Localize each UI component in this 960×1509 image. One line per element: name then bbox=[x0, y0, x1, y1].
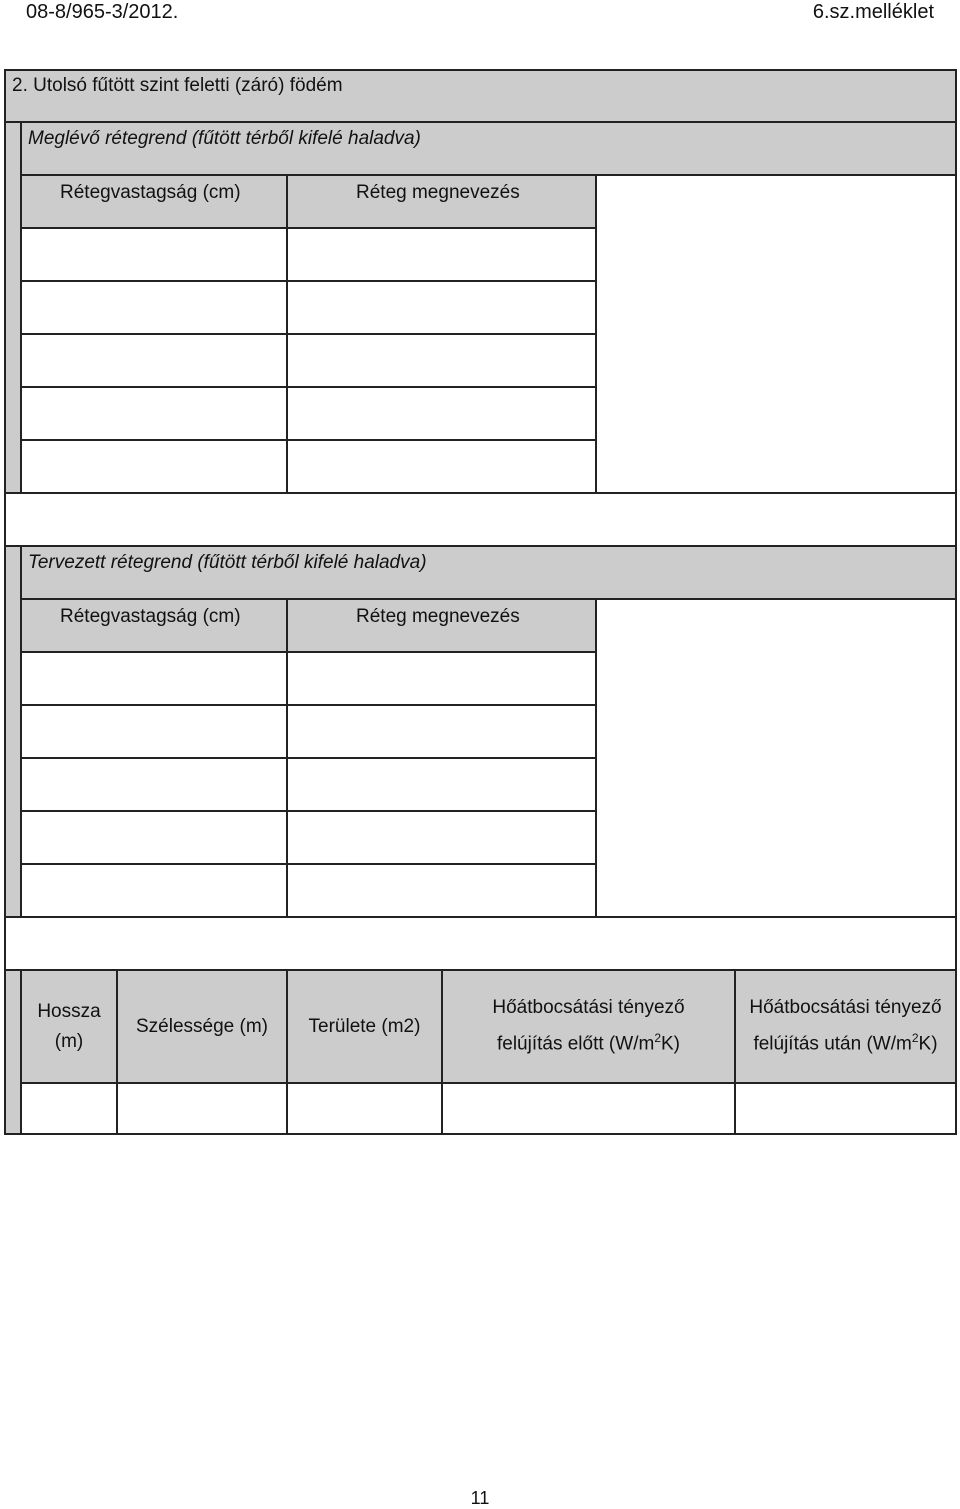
existing-name-cell-1[interactable] bbox=[286, 227, 597, 282]
planned-thickness-cell-5[interactable] bbox=[20, 863, 288, 918]
u-after-header bbox=[734, 969, 957, 1084]
planned-name-cell-2[interactable] bbox=[286, 704, 597, 759]
existing-thickness-label: Rétegvastagság (cm) bbox=[60, 182, 241, 203]
existing-name-cell-4[interactable] bbox=[286, 386, 597, 441]
area-value-cell[interactable] bbox=[286, 1082, 443, 1135]
u-before-text bbox=[443, 971, 734, 1082]
spacer-row-2 bbox=[4, 916, 957, 971]
width-value-cell[interactable] bbox=[116, 1082, 288, 1135]
u-before-sup: 2 bbox=[654, 1031, 661, 1046]
planned-sketch-area[interactable] bbox=[595, 598, 957, 918]
form-frame bbox=[4, 69, 957, 1135]
section-title-bar bbox=[4, 69, 957, 123]
u-before-line2 bbox=[497, 1023, 680, 1059]
existing-thickness-header bbox=[20, 174, 288, 229]
length-header-text bbox=[22, 971, 116, 1082]
area-label: Területe (m2) bbox=[308, 1015, 421, 1037]
length-label: Hossza bbox=[37, 1000, 101, 1022]
u-before-unit-end: K) bbox=[661, 1033, 680, 1055]
u-after-line2 bbox=[753, 1023, 937, 1059]
planned-thickness-cell-1[interactable] bbox=[20, 651, 288, 706]
existing-thickness-cell-3[interactable] bbox=[20, 333, 288, 388]
page-number: 11 bbox=[470, 1488, 490, 1508]
existing-sketch-area[interactable] bbox=[595, 174, 957, 494]
planned-name-cell-5[interactable] bbox=[286, 863, 597, 918]
existing-name-cell-2[interactable] bbox=[286, 280, 597, 335]
u-after-value-cell[interactable] bbox=[734, 1082, 957, 1135]
width-label: Szélessége (m) bbox=[136, 1015, 268, 1037]
width-header bbox=[116, 969, 288, 1084]
planned-title-bar bbox=[20, 545, 957, 600]
u-before-line1: Hőátbocsátási tényező bbox=[492, 997, 685, 1019]
planned-thickness-cell-2[interactable] bbox=[20, 704, 288, 759]
area-header bbox=[286, 969, 443, 1084]
planned-name-cell-4[interactable] bbox=[286, 810, 597, 865]
u-after-sup: 2 bbox=[911, 1031, 919, 1046]
existing-title: Meglévő rétegrend (fűtött térből kifelé haladva) bbox=[28, 128, 421, 149]
planned-thickness-header bbox=[20, 598, 288, 653]
spacer-row-1 bbox=[4, 492, 957, 547]
u-after-unit-end: K) bbox=[918, 1033, 938, 1055]
planned-thickness-cell-4[interactable] bbox=[20, 810, 288, 865]
planned-name-header bbox=[286, 598, 597, 653]
planned-thickness-cell-3[interactable] bbox=[20, 757, 288, 812]
u-before-header bbox=[441, 969, 736, 1084]
existing-thickness-cell-5[interactable] bbox=[20, 439, 288, 494]
section-title: 2. Utolsó fűtött szint feletti (záró) födém bbox=[12, 75, 343, 96]
length-value-cell[interactable] bbox=[20, 1082, 118, 1135]
existing-thickness-cell-4[interactable] bbox=[20, 386, 288, 441]
existing-thickness-cell-2[interactable] bbox=[20, 280, 288, 335]
u-after-unit: felújítás után (W/m bbox=[753, 1033, 912, 1055]
existing-name-header bbox=[286, 174, 597, 229]
u-before-value-cell[interactable] bbox=[441, 1082, 736, 1135]
existing-name-cell-3[interactable] bbox=[286, 333, 597, 388]
u-before-unit: felújítás előtt (W/m bbox=[496, 1033, 655, 1055]
existing-name-cell-5[interactable] bbox=[286, 439, 597, 494]
existing-title-bar bbox=[20, 121, 957, 176]
planned-name-label: Réteg megnevezés bbox=[356, 606, 520, 627]
length-unit: (m) bbox=[54, 1030, 84, 1052]
planned-name-cell-1[interactable] bbox=[286, 651, 597, 706]
u-after-line1: Hőátbocsátási tényező bbox=[749, 997, 942, 1019]
planned-title: Tervezett rétegrend (fűtött térből kifelé haladva) bbox=[28, 552, 427, 573]
document-reference: 08-8/965-3/2012. bbox=[26, 1, 179, 23]
u-after-text bbox=[736, 971, 955, 1082]
planned-name-cell-3[interactable] bbox=[286, 757, 597, 812]
annex-label: 6.sz.melléklet bbox=[812, 1, 934, 23]
length-header bbox=[20, 969, 118, 1084]
existing-name-label: Réteg megnevezés bbox=[356, 182, 520, 203]
existing-thickness-cell-1[interactable] bbox=[20, 227, 288, 282]
planned-thickness-label: Rétegvastagság (cm) bbox=[60, 606, 241, 627]
